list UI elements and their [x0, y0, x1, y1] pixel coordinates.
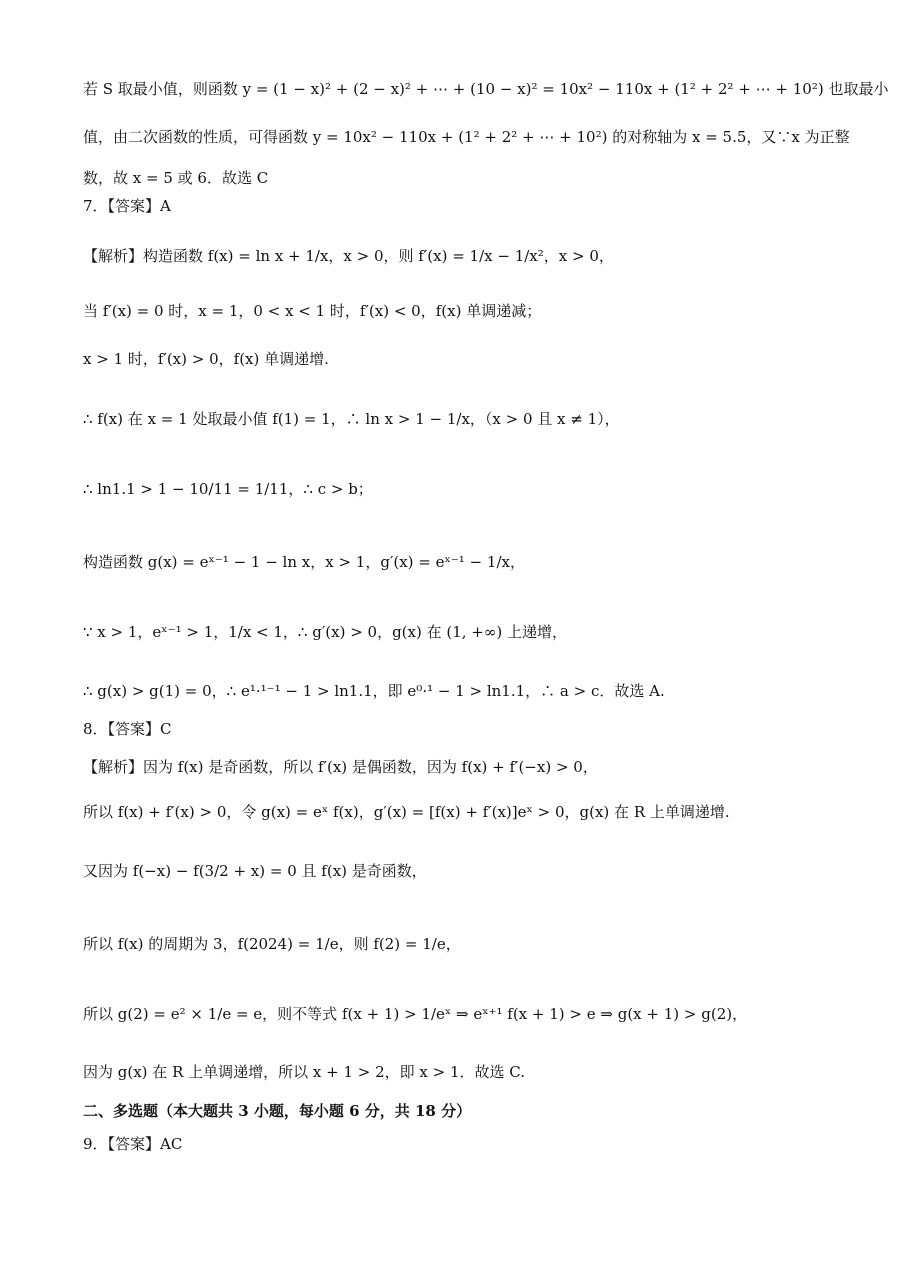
analysis-text: 【解析】构造函数 f(x) = ln x + 1/x，x > 0，则 f′(x) = 1/x − 1/x²，x > 0， [83, 247, 614, 265]
analysis-text: 【解析】因为 f(x) 是奇函数，所以 f′(x) 是偶函数，因为 f(x) + f′(−x) > 0， [83, 758, 598, 776]
text-line: 所以 g(2) = e² × 1/e = e，则不等式 f(x + 1) > 1/eˣ ⇒ eˣ⁺¹ f(x + 1) > e ⇒ g(x + 1) > g(2)， [83, 1005, 748, 1023]
answer-heading: 7．【答案】A [83, 197, 171, 215]
text-line: ∴ g(x) > g(1) = 0，∴ e¹·¹⁻¹ − 1 > ln1.1，即 e⁰·¹ − 1 > ln1.1，∴ a > c．故选 A. [83, 682, 665, 700]
answer-heading: 9．【答案】AC [83, 1135, 183, 1153]
text-line: 因为 g(x) 在 R 上单调递增，所以 x + 1 > 2，即 x > 1．故选 C. [83, 1063, 526, 1081]
text-line: ∴ ln1.1 > 1 − 10/11 = 1/11，∴ c > b； [83, 480, 373, 498]
text-line: 值，由二次函数的性质，可得函数 y = 10x² − 110x + (1² + 2² + ⋯ + 10²) 的对称轴为 x = 5.5，又∵x 为正整 [83, 128, 850, 146]
text-line: 当 f′(x) = 0 时，x = 1，0 < x < 1 时，f′(x) < 0，f(x) 单调递减； [83, 302, 542, 320]
text-line: 又因为 f(−x) − f(3/2 + x) = 0 且 f(x) 是奇函数， [83, 862, 427, 880]
text-line: ∴ f(x) 在 x = 1 处取最小值 f(1) = 1，∴ ln x > 1 − 1/x，（x > 0 且 x ≠ 1）， [83, 410, 620, 428]
text-line: ∵ x > 1，eˣ⁻¹ > 1，1/x < 1，∴ g′(x) > 0，g(x) 在 (1, +∞) 上递增， [83, 623, 567, 641]
answer-heading: 8．【答案】C [83, 720, 172, 738]
text-line: 构造函数 g(x) = eˣ⁻¹ − 1 − ln x，x > 1，g′(x) = eˣ⁻¹ − 1/x， [83, 553, 525, 571]
text-line: 所以 f(x) 的周期为 3，f(2024) = 1/e，则 f(2) = 1/e， [83, 935, 461, 953]
section-heading: 二、多选题（本大题共 3 小题，每小题 6 分，共 18 分） [83, 1102, 472, 1120]
text-line: 若 S 取最小值，则函数 y = (1 − x)² + (2 − x)² + ⋯ + (10 − x)² = 10x² − 110x + (1² + 2² + ⋯ + 10²) 也取最小 [83, 80, 889, 98]
text-line: x > 1 时，f′(x) > 0，f(x) 单调递增. [83, 350, 329, 368]
text-line: 数，故 x = 5 或 6．故选 C [83, 169, 269, 187]
text-line: 所以 f(x) + f′(x) > 0，令 g(x) = eˣ f(x)，g′(x) = [f(x) + f′(x)]eˣ > 0，g(x) 在 R 上单调递增. [83, 803, 730, 821]
